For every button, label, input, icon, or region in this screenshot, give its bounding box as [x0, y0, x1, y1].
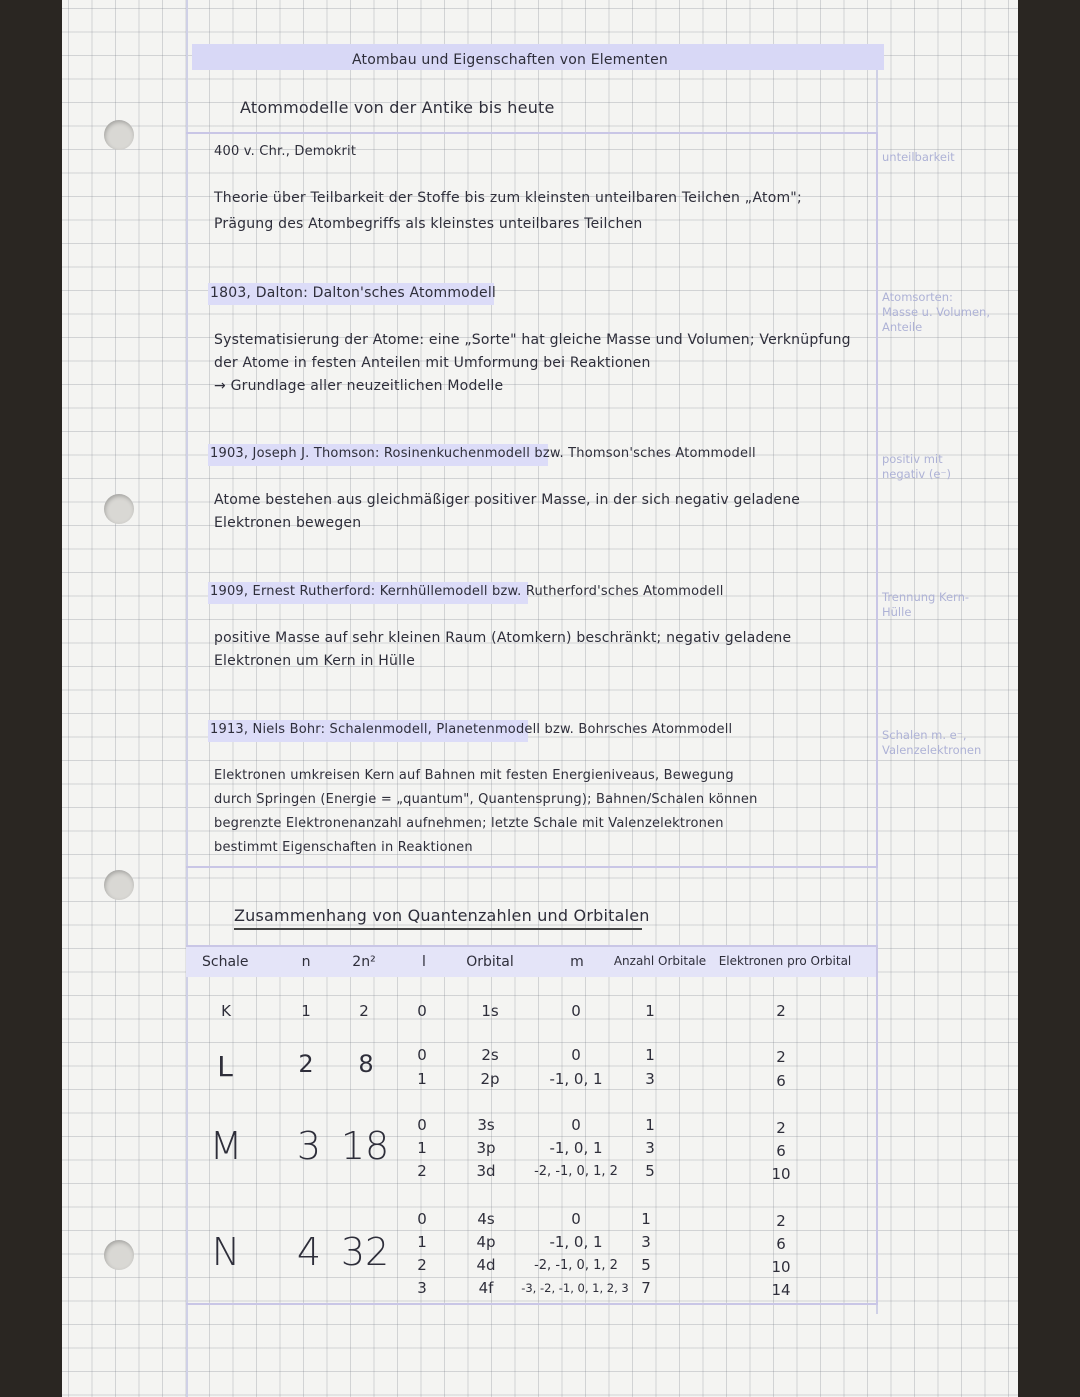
table-cell-m: -2, -1, 0, 1, 2 [534, 1164, 618, 1179]
table-cell-n: 4 [296, 1230, 322, 1274]
table-cell-count: 1 [645, 1046, 655, 1064]
table-cell-l: 0 [417, 1116, 427, 1134]
section-text-line: Systematisierung der Atome: eine „Sorte" hat gleiche Masse und Volumen; Verknüpfung [214, 332, 851, 348]
table-cell-l: 1 [417, 1233, 427, 1251]
table-cell-count: 5 [645, 1162, 655, 1180]
table-cell-count: 3 [645, 1070, 655, 1088]
margin-note: Valenzelektronen [882, 743, 982, 757]
table-cell-l: 0 [417, 1002, 427, 1020]
section-heading-dalton: 1803, Dalton: Dalton'sches Atommodell [210, 285, 497, 301]
table-cell-orbital: 1s [481, 1002, 499, 1020]
table-cell-m: -3, -2, -1, 0, 1, 2, 3 [521, 1281, 629, 1295]
table-cell-count: 3 [645, 1139, 655, 1157]
section-text-line: Elektronen bewegen [214, 515, 362, 531]
table-cell-n: 3 [296, 1124, 322, 1168]
table-cell-count: 1 [645, 1002, 655, 1020]
left-margin-line [186, 0, 188, 1397]
table-header-cell: m [570, 954, 584, 970]
table-cell-capacity: 18 [340, 1124, 390, 1168]
punch-hole [104, 1240, 134, 1270]
table-cell-orbital: 4p [476, 1233, 496, 1251]
table-cell-orbital: 2s [481, 1046, 499, 1064]
page-subtitle: Atommodelle von der Antike bis heute [240, 98, 555, 117]
table-cell-electrons: 6 [776, 1142, 786, 1160]
table-cell-orbital: 4s [477, 1210, 495, 1228]
margin-note: Hülle [882, 605, 912, 619]
table-cell-m: -2, -1, 0, 1, 2 [534, 1258, 618, 1273]
table-cell-n: 2 [298, 1050, 314, 1078]
table-cell-m: -1, 0, 1 [549, 1139, 603, 1157]
table-header-cell: Anzahl Orbitale [613, 954, 707, 968]
box-bottom-line [186, 866, 878, 868]
table-header-cell: Elektronen pro Orbital [718, 954, 852, 968]
table-right-line [876, 945, 878, 1305]
section-text-line: Prägung des Atombegriffs als kleinstes unteilbares Teilchen [214, 216, 643, 232]
table-cell-m: 0 [571, 1002, 581, 1020]
table-cell-m: -1, 0, 1 [549, 1070, 603, 1088]
section-text-line: Elektronen um Kern in Hülle [214, 653, 416, 669]
section-heading-thomson: 1903, Joseph J. Thomson: Rosinenkuchenmodell bzw. Thomson'sches Atommodell [210, 446, 756, 461]
table-header-cell: Schale [202, 954, 249, 970]
table-cell-shell: M [209, 1124, 243, 1168]
margin-note: Schalen m. e⁻, [882, 728, 967, 742]
table-cell-shell: K [221, 1002, 231, 1020]
section-text-line: durch Springen (Energie = „quantum", Quantensprung); Bahnen/Schalen können [214, 792, 758, 807]
table-cell-electrons: 10 [771, 1258, 791, 1276]
table-cell-count: 1 [641, 1210, 651, 1228]
margin-note: unteilbarkeit [882, 150, 955, 164]
margin-note: negativ (e⁻) [882, 467, 951, 481]
page-title: Atombau und Eigenschaften von Elementen [352, 52, 668, 68]
table-cell-count: 7 [641, 1279, 651, 1297]
table-bottom-line [186, 1303, 878, 1305]
table-cell-electrons: 2 [776, 1212, 786, 1230]
table-header-cell: Orbital [466, 954, 514, 970]
table-title: Zusammenhang von Quantenzahlen und Orbitalen [234, 906, 650, 925]
margin-note: Atomsorten: [882, 290, 953, 304]
table-cell-electrons: 2 [776, 1119, 786, 1137]
table-cell-l: 0 [417, 1210, 427, 1228]
table-cell-count: 1 [645, 1116, 655, 1134]
table-cell-electrons: 10 [771, 1165, 791, 1183]
margin-note: Anteile [882, 320, 923, 334]
table-cell-l: 1 [417, 1139, 427, 1157]
section-heading-rutherford: 1909, Ernest Rutherford: Kernhüllemodell bzw. Rutherford'sches Atommodell [210, 584, 724, 599]
box-right-line [876, 132, 878, 868]
table-cell-shell: L [217, 1050, 233, 1083]
section-text-line: Elektronen umkreisen Kern auf Bahnen mit festen Energieniveaus, Bewegung [214, 768, 734, 783]
table-cell-m: 0 [571, 1210, 581, 1228]
table-cell-shell: N [211, 1230, 241, 1274]
table-header-cell: n [301, 954, 311, 970]
table-cell-capacity: 8 [358, 1050, 374, 1078]
table-cell-l: 2 [417, 1256, 427, 1274]
section-heading-demokrit: 400 v. Chr., Demokrit [214, 144, 357, 159]
margin-note: Trennung Kern- [882, 590, 970, 604]
table-cell-electrons: 6 [776, 1235, 786, 1253]
table-cell-count: 3 [641, 1233, 651, 1251]
punch-hole [104, 120, 134, 150]
table-cell-electrons: 14 [771, 1281, 791, 1299]
table-cell-orbital: 4f [478, 1279, 494, 1297]
section-text-line: positive Masse auf sehr kleinen Raum (Atomkern) beschränkt; negativ geladene [214, 630, 792, 646]
punch-hole [104, 870, 134, 900]
table-cell-orbital: 3s [477, 1116, 495, 1134]
table-cell-m: 0 [571, 1116, 581, 1134]
table-cell-orbital: 3p [476, 1139, 496, 1157]
table-header-cell: l [422, 954, 426, 970]
notebook-page [62, 0, 1018, 1397]
table-cell-electrons: 2 [776, 1002, 786, 1020]
margin-note: positiv mit [882, 452, 943, 466]
table-cell-l: 1 [417, 1070, 427, 1088]
section-heading-bohr: 1913, Niels Bohr: Schalenmodell, Planetenmodell bzw. Bohrsches Atommodell [210, 722, 733, 737]
table-cell-l: 2 [417, 1162, 427, 1180]
table-cell-capacity: 32 [340, 1230, 390, 1274]
table-cell-electrons: 2 [776, 1048, 786, 1066]
table-cell-orbital: 4d [476, 1256, 496, 1274]
table-header-cell: 2n² [352, 954, 376, 970]
section-text-line: Theorie über Teilbarkeit der Stoffe bis zum kleinsten unteilbaren Teilchen „Atom"; [214, 190, 802, 206]
table-cell-count: 5 [641, 1256, 651, 1274]
table-cell-m: 0 [571, 1046, 581, 1064]
section-text-line: Atome bestehen aus gleichmäßiger positiver Masse, in der sich negativ geladene [214, 492, 801, 508]
table-cell-orbital: 2p [480, 1070, 500, 1088]
punch-hole [104, 494, 134, 524]
section-text-line: begrenzte Elektronenanzahl aufnehmen; letzte Schale mit Valenzelektronen [214, 816, 724, 831]
table-title-underline [234, 928, 642, 930]
table-cell-capacity: 2 [359, 1002, 369, 1020]
table-cell-electrons: 6 [776, 1072, 786, 1090]
table-cell-l: 3 [417, 1279, 427, 1297]
margin-note: Masse u. Volumen, [882, 305, 990, 319]
table-cell-orbital: 3d [476, 1162, 496, 1180]
section-text-line: bestimmt Eigenschaften in Reaktionen [214, 840, 473, 855]
table-cell-n: 1 [301, 1002, 311, 1020]
section-text-line: → Grundlage aller neuzeitlichen Modelle [214, 378, 504, 394]
table-cell-l: 0 [417, 1046, 427, 1064]
box-top-line [186, 132, 878, 134]
section-text-line: der Atome in festen Anteilen mit Umformung bei Reaktionen [214, 355, 651, 371]
table-cell-m: -1, 0, 1 [549, 1233, 603, 1251]
